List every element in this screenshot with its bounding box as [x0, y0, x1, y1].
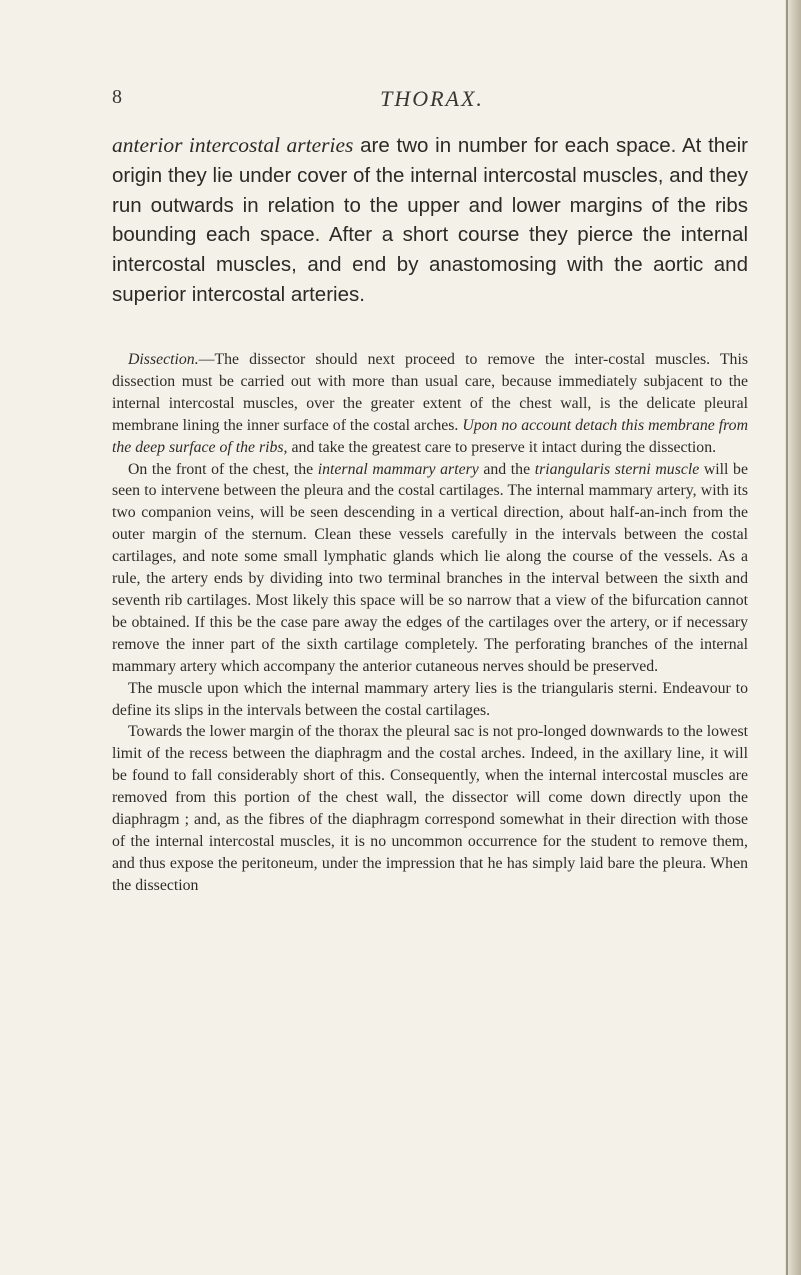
- front-text-1: On the front of the chest, the: [128, 460, 318, 478]
- intro-paragraph: [112, 131, 748, 310]
- dissection-paragraph: [112, 349, 748, 459]
- front-italic-1: internal mammary artery: [317, 460, 479, 478]
- front-text-3: will be seen to intervene between the pleura and the costal cartilages. The internal mammary artery, with its two companion veins, will be seen descending in a vertical direction, about half-an-inch from the outer margin of the sternum. Clean these vessels carefully in the intervals between the costal cartilages, and note some small lymphatic glands which lie along the course of the vessels. As a rule, the artery ends by dividing into two terminal branches in the interval between the sixth and seventh rib cartilages. Most likely this space will be so narrow that a view of the bifurcation cannot be obtained. If this be the case pare away the edges of the cartilages over the artery, or if necessary remove the inner part of the sixth cartilage completely. The perforating branches of the internal mammary artery which accompany the anterior cutaneous nerves should be preserved.: [112, 460, 748, 675]
- running-head: THORAX.: [380, 86, 484, 111]
- front-italic-2: triangularis sterni muscle: [534, 460, 700, 478]
- intro-text: are two in number for each space. At their origin they lie under cover of the internal intercostal muscles, and they run outwards in relation to the upper and lower margins of the ribs bounding each space. After a short course they pierce the internal intercostal muscles, and end by anastomosing with the aortic and superior intercostal arteries.: [112, 134, 748, 306]
- page-header: [112, 86, 752, 116]
- page-edge-line: [786, 0, 788, 1275]
- intro-italic-lead: anterior intercostal arteries: [112, 133, 354, 157]
- body-text: [112, 349, 748, 897]
- front-chest-paragraph: [112, 459, 748, 678]
- triangularis-paragraph: The muscle upon which the internal mammary artery lies is the triangularis sterni. Endeavour to define its slips in the intervals between the costal cartilages.: [112, 679, 748, 719]
- front-text-2: and the: [478, 460, 535, 478]
- lower-margin-paragraph: Towards the lower margin of the thorax the pleural sac is not pro-longed downwards to the lowest limit of the recess between the diaphragm and the costal arches. Indeed, in the axillary line, it will be found to fall considerably short of this. Consequently, when the internal intercostal muscles are removed from this portion of the chest wall, the dissector will come down directly upon the diaphragm ; and, as the fibres of the diaphragm correspond somewhat in their direction with those of the internal intercostal muscles, it is no uncommon occurrence for the student to remove them, and thus expose the peritoneum, under the impression that he has simply laid bare the pleura. When the dissection: [112, 723, 748, 894]
- page-number: 8: [112, 86, 122, 108]
- dissection-text-1: —The dissector should next proceed to remove the inter-costal muscles. This dissection must be carried out with more than usual care, because immediately subjacent to the internal intercostal muscles, over the greater extent of the chest wall, is the delicate pleural membrane lining the inner surface of the costal arches.: [112, 351, 748, 434]
- dissection-text-2: and take the greatest care to preserve it intact during the dissection.: [287, 438, 717, 456]
- dissection-warning: Upon no account detach this membrane from the deep surface of the ribs,: [112, 416, 748, 456]
- dissection-label: Dissection.: [128, 351, 199, 368]
